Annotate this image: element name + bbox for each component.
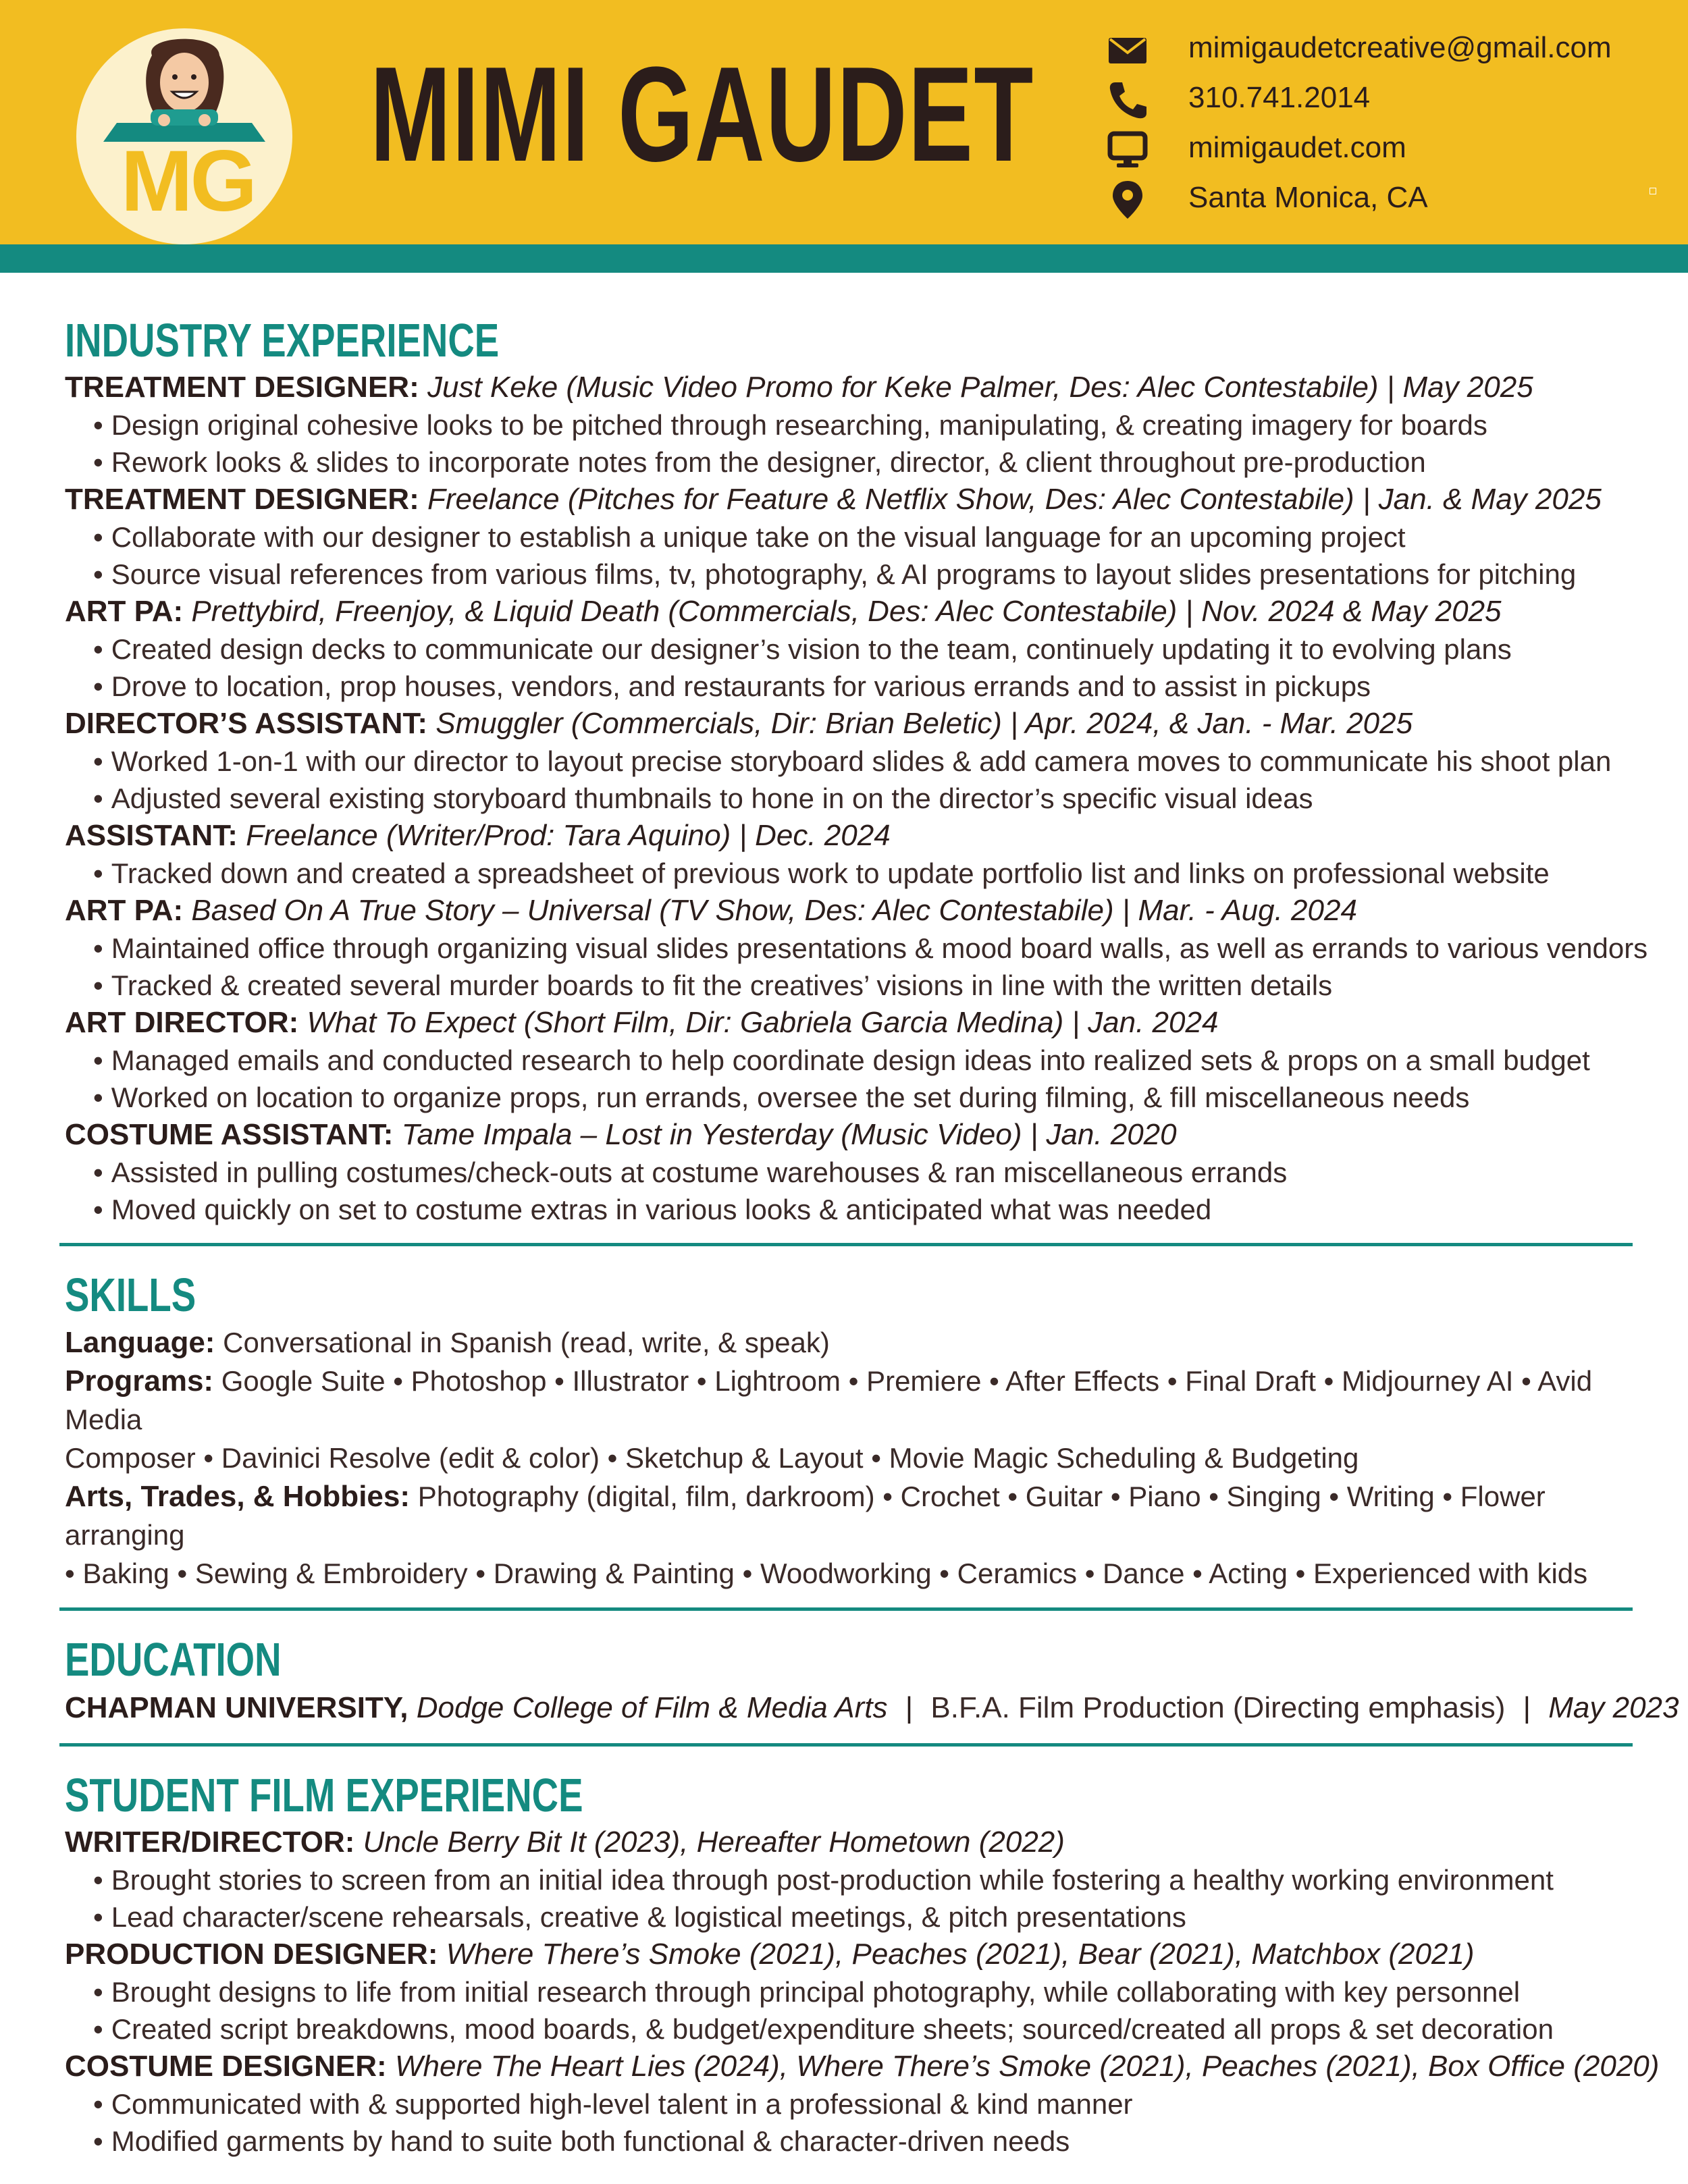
skill-arts-label: Arts, Trades, & Hobbies:	[65, 1480, 411, 1513]
entry-bullet: • Drove to location, prop houses, vendors, and restaurants for various errands and to assist in pickups	[65, 668, 1631, 705]
entry-role: ART PA:	[65, 894, 184, 927]
contact-list	[1107, 24, 1674, 224]
entry-bullet: • Created design decks to communicate our designer’s vision to the team, continuely updating it to evolving plans	[65, 631, 1631, 668]
entry-bullet: • Moved quickly on set to costume extras in various looks & anticipated what was needed	[65, 1191, 1631, 1228]
entry-bullet: • Assisted in pulling costumes/check-outs at costume warehouses & ran miscellaneous errands	[65, 1154, 1631, 1191]
logo-initials: MG	[120, 133, 255, 230]
entry-role: PRODUCTION DESIGNER:	[65, 1938, 438, 1971]
resume-body	[65, 312, 1679, 2160]
contact-phone[interactable]	[1107, 74, 1674, 124]
entry-role: ASSISTANT:	[65, 819, 238, 852]
corner-mark	[1650, 188, 1656, 194]
entry-role: TREATMENT DESIGNER:	[65, 483, 419, 516]
phone-icon	[1107, 80, 1148, 120]
contact-location-text: Santa Monica, CA	[1188, 181, 1428, 214]
entry-detail: Based On A True Story – Universal (TV Show, Des: Alec Contestabile) | Mar. - Aug. 2024	[191, 894, 1357, 927]
industry-entry	[65, 369, 1631, 481]
skill-programs	[65, 1362, 1631, 1439]
entry-detail: Where There’s Smoke (2021), Peaches (2021), Bear (2021), Matchbox (2021)	[446, 1938, 1475, 1971]
entry-detail: What To Expect (Short Film, Dir: Gabriela Garcia Medina) | Jan. 2024	[307, 1006, 1219, 1039]
skill-programs-label: Programs:	[65, 1364, 214, 1397]
entry-bullet: • Worked 1-on-1 with our director to layout precise storyboard slides & add camera moves to communicate his shoot plan	[65, 743, 1631, 780]
industry-entry	[65, 817, 1631, 892]
entry-bullet: • Communicated with & supported high-level talent in a professional & kind manner	[65, 2085, 1631, 2123]
contact-email-text: mimigaudetcreative@gmail.com	[1188, 31, 1612, 64]
contact-email[interactable]	[1107, 24, 1674, 74]
entry-bullet: • Created script breakdowns, mood boards, & budget/expenditure sheets; sourced/created all props & set decoration	[65, 2010, 1631, 2048]
skill-arts-text: Photography (digital, film, darkroom) • Crochet • Guitar • Piano • Singing • Writing • Flower arranging	[65, 1481, 1546, 1551]
skill-language-text: Conversational in Spanish (read, write, & speak)	[223, 1327, 830, 1358]
entry-detail: Where The Heart Lies (2024), Where There’s Smoke (2021), Peaches (2021), Box Office (2020)	[394, 2050, 1660, 2083]
entry-bullet: • Tracked down and created a spreadsheet of previous work to update portfolio list and links on professional website	[65, 855, 1631, 892]
section-divider	[59, 1243, 1633, 1246]
entry-bullet: • Design original cohesive looks to be pitched through researching, manipulating, & creating imagery for boards	[65, 406, 1631, 444]
section-divider	[59, 1743, 1633, 1747]
entry-bullet: • Managed emails and conducted research to help coordinate design ideas into realized sets & props on a small budget	[65, 1042, 1631, 1079]
contact-website[interactable]	[1107, 124, 1674, 174]
education-date: May 2023	[1548, 1691, 1679, 1724]
header-accent-bar	[0, 244, 1688, 273]
student-entry	[65, 2048, 1660, 2160]
skill-programs-cont: Composer • Davinici Resolve (edit & color) • Sketchup & Layout • Movie Magic Scheduling & Budgeting	[65, 1442, 1359, 1474]
entry-bullet: • Adjusted several existing storyboard thumbnails to hone in on the director’s specific visual ideas	[65, 780, 1631, 817]
entry-bullet: • Maintained office through organizing visual slides presentations & mood board walls, as well as errands to various vendors	[65, 930, 1631, 967]
industry-entry	[65, 593, 1631, 705]
entry-bullet: • Lead character/scene rehearsals, creative & logistical meetings, & pitch presentations	[65, 1898, 1631, 1936]
industry-entry	[65, 1004, 1631, 1116]
location-pin-icon	[1107, 180, 1148, 220]
entry-role: WRITER/DIRECTOR:	[65, 1826, 355, 1859]
entry-bullet: • Source visual references from various films, tv, photography, & AI programs to layout slides presentations for pitching	[65, 556, 1631, 593]
entry-role: ART PA:	[65, 595, 184, 628]
section-title-student: STUDENT FILM EXPERIENCE	[65, 1769, 583, 1821]
section-title-skills: SKILLS	[65, 1269, 196, 1321]
contact-phone-text: 310.741.2014	[1188, 81, 1371, 114]
section-title-industry: INDUSTRY EXPERIENCE	[65, 314, 500, 367]
section-title-education: EDUCATION	[65, 1633, 282, 1686]
entry-bullet: • Rework looks & slides to incorporate notes from the designer, director, & client throughout pre-production	[65, 444, 1631, 481]
industry-entry	[65, 1116, 1631, 1228]
monitor-icon	[1107, 130, 1148, 170]
education-separator: |	[905, 1691, 914, 1724]
entry-bullet: • Collaborate with our designer to establish a unique take on the visual language for an upcoming project	[65, 518, 1631, 556]
education-separator: |	[1523, 1691, 1531, 1724]
entry-bullet: • Brought stories to screen from an initial idea through post-production while fostering a healthy working environment	[65, 1861, 1631, 1898]
education-entry	[65, 1688, 1679, 1728]
entry-bullet: • Modified garments by hand to suite both functional & character-driven needs	[65, 2123, 1631, 2160]
contact-location	[1107, 174, 1674, 224]
industry-entry	[65, 892, 1648, 1004]
entry-role: COSTUME ASSISTANT:	[65, 1118, 394, 1151]
entry-detail: Tame Impala – Lost in Yesterday (Music Video) | Jan. 2020	[401, 1118, 1177, 1151]
entry-bullet: • Tracked & created several murder boards to fit the creatives’ visions in line with the written details	[65, 967, 1631, 1004]
skill-arts-cont: • Baking • Sewing & Embroidery • Drawing & Painting • Woodworking • Ceramics • Dance • Acting • Experienced with kids	[65, 1557, 1588, 1589]
envelope-icon	[1107, 30, 1148, 70]
entry-detail: Uncle Berry Bit It (2023), Hereafter Hometown (2022)	[363, 1826, 1065, 1859]
entry-role: ART DIRECTOR:	[65, 1006, 299, 1039]
education-college: Dodge College of Film & Media Arts	[416, 1691, 888, 1724]
entry-bullet: • Brought designs to life from initial research through principal photography, while collaborating with key personnel	[65, 1973, 1631, 2010]
contact-website-text: mimigaudet.com	[1188, 131, 1406, 164]
entry-detail: Smuggler (Commercials, Dir: Brian Beletic) | Apr. 2024, & Jan. - Mar. 2025	[436, 707, 1413, 740]
student-entry	[65, 1936, 1631, 2048]
industry-entry	[65, 705, 1631, 817]
entry-bullet: • Worked on location to organize props, run errands, oversee the set during filming, & fill miscellaneous needs	[65, 1079, 1631, 1116]
page-title: MIMI GAUDET	[370, 39, 1034, 190]
entry-detail: Prettybird, Freenjoy, & Liquid Death (Commercials, Des: Alec Contestabile) | Nov. 2024 & May 2025	[191, 595, 1502, 628]
logo	[76, 28, 292, 244]
entry-role: COSTUME DESIGNER:	[65, 2050, 387, 2083]
section-divider	[59, 1607, 1633, 1611]
skill-language	[65, 1323, 1631, 1362]
skill-arts	[65, 1477, 1631, 1554]
skill-programs-text: Google Suite • Photoshop • Illustrator • Lightroom • Premiere • After Effects • Final Draft • Midjourney AI • Avid Media	[65, 1365, 1593, 1435]
entry-detail: Freelance (Writer/Prod: Tara Aquino) | Dec. 2024	[246, 819, 891, 852]
education-school: CHAPMAN UNIVERSITY,	[65, 1691, 408, 1724]
entry-detail: Freelance (Pitches for Feature & Netflix Show, Des: Alec Contestabile) | Jan. & May 2025	[427, 483, 1602, 516]
industry-entry	[65, 481, 1631, 593]
education-degree: B.F.A. Film Production (Directing emphasis)	[930, 1691, 1506, 1724]
entry-detail: Just Keke (Music Video Promo for Keke Palmer, Des: Alec Contestabile) | May 2025	[427, 371, 1533, 404]
entry-role: TREATMENT DESIGNER:	[65, 371, 419, 404]
skill-language-label: Language:	[65, 1326, 215, 1359]
student-entry	[65, 1823, 1631, 1936]
entry-role: DIRECTOR’S ASSISTANT:	[65, 707, 428, 740]
